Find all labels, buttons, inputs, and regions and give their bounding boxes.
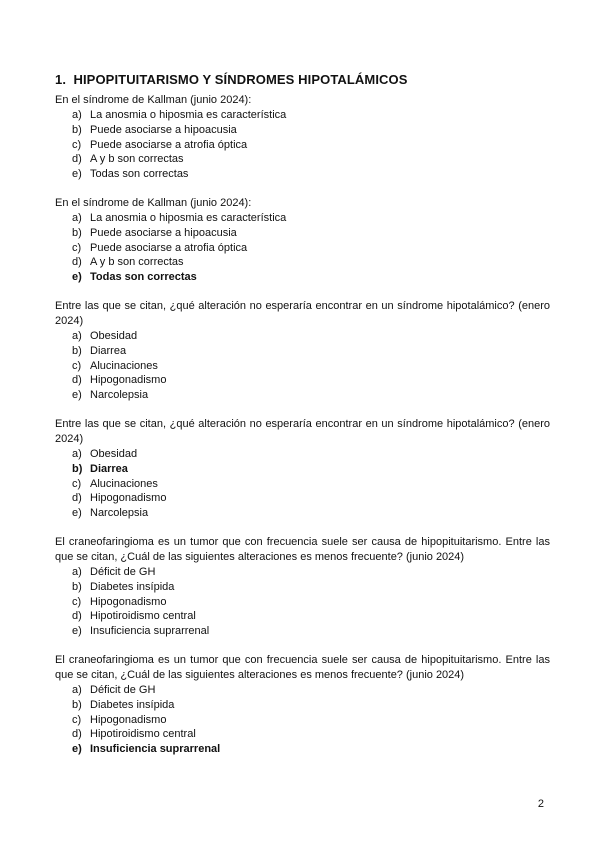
section-title xyxy=(55,72,550,87)
option-item xyxy=(55,123,550,138)
option-item xyxy=(55,609,550,624)
option-text: Puede asociarse a atrofia óptica xyxy=(90,138,248,151)
question-text: En el síndrome de Kallman (junio 2024): xyxy=(55,94,252,106)
option-letter: c) xyxy=(72,713,82,726)
question-list xyxy=(55,93,550,757)
question-text: En el síndrome de Kallman (junio 2024): xyxy=(55,196,252,209)
page-number: 2 xyxy=(537,798,544,810)
question-block xyxy=(55,653,550,757)
option-text: Hipogonadismo xyxy=(90,374,167,387)
option-text: Insuficiencia suprarrenal xyxy=(90,625,210,638)
question-text: Entre las que se citan, ¿qué alteración no esperaría encontrar en un síndrome hipotalámico? (enero 2024) xyxy=(55,417,550,445)
option-letter: a) xyxy=(72,447,82,460)
option-text: Puede asociarse a hipoacusia xyxy=(90,123,237,136)
option-text: Todas son correctas xyxy=(90,168,189,181)
option-letter: a) xyxy=(72,211,82,224)
option-item xyxy=(55,344,550,359)
option-letter: a) xyxy=(72,329,82,342)
option-text: Hipogonadismo xyxy=(90,595,167,608)
option-item xyxy=(55,373,550,388)
option-text: La anosmia o hiposmia es característica xyxy=(90,211,287,224)
option-text: Diabetes insípida xyxy=(90,580,175,593)
option-letter: c) xyxy=(72,477,82,490)
option-list xyxy=(55,447,550,521)
option-letter: e) xyxy=(72,625,82,638)
option-text: Obesidad xyxy=(90,329,138,342)
option-item xyxy=(55,624,550,639)
option-text: La anosmia o hiposmia es característica xyxy=(90,109,287,121)
option-letter: d) xyxy=(72,256,82,269)
option-item-correct xyxy=(55,462,550,477)
option-text: A y b son correctas xyxy=(90,153,184,166)
option-list xyxy=(55,108,550,182)
option-item xyxy=(55,241,550,256)
option-item xyxy=(55,211,550,226)
option-item xyxy=(55,698,550,713)
option-text: Hipotiroidismo central xyxy=(90,728,196,741)
option-letter: c) xyxy=(72,359,82,372)
option-letter: e) xyxy=(72,507,82,520)
option-letter: e) xyxy=(72,389,82,402)
option-letter: b) xyxy=(72,698,82,711)
question-block xyxy=(55,299,550,403)
option-item xyxy=(55,226,550,241)
option-text: Puede asociarse a atrofia óptica xyxy=(90,241,248,254)
option-letter: a) xyxy=(72,683,82,696)
section-title-text: HIPOPITUITARISMO Y SÍNDROMES HIPOTALÁMICOS xyxy=(73,72,408,87)
question-block xyxy=(55,535,550,639)
option-item xyxy=(55,595,550,610)
option-item xyxy=(55,255,550,270)
option-text: Alucinaciones xyxy=(90,477,158,490)
option-item xyxy=(55,565,550,580)
option-item xyxy=(55,447,550,462)
option-item xyxy=(55,727,550,742)
option-text: Hipogonadismo xyxy=(90,713,167,726)
option-letter: b) xyxy=(72,344,82,357)
option-text: Puede asociarse a hipoacusia xyxy=(90,226,237,239)
option-item xyxy=(55,108,550,123)
option-text: Diabetes insípida xyxy=(90,698,175,711)
section-number: 1. xyxy=(55,72,67,87)
option-text: Insuficiencia suprarrenal xyxy=(90,743,221,756)
question-block xyxy=(55,417,550,521)
option-letter: e) xyxy=(72,743,82,756)
option-item xyxy=(55,167,550,182)
option-list xyxy=(55,329,550,403)
option-letter: d) xyxy=(72,492,82,505)
option-item xyxy=(55,683,550,698)
option-letter: a) xyxy=(72,565,82,578)
option-letter: c) xyxy=(72,138,82,151)
option-letter: d) xyxy=(72,728,82,741)
option-text: Déficit de GH xyxy=(90,565,156,578)
option-item xyxy=(55,713,550,728)
option-item xyxy=(55,329,550,344)
option-letter: b) xyxy=(72,123,82,136)
option-letter: d) xyxy=(72,153,82,166)
option-item xyxy=(55,506,550,521)
option-text: Déficit de GH xyxy=(90,683,156,696)
document-page xyxy=(55,72,550,771)
question-block xyxy=(55,93,550,182)
option-item-correct xyxy=(55,270,550,285)
option-item xyxy=(55,580,550,595)
option-letter: b) xyxy=(72,580,82,593)
option-letter: c) xyxy=(72,241,82,254)
option-item xyxy=(55,491,550,506)
question-text: El craneofaringioma es un tumor que con frecuencia suele ser causa de hipopituitarismo. Entre las que se citan, ¿Cuál de las siguientes alteraciones es menos frecuente? (junio 2024) xyxy=(55,653,550,681)
option-item xyxy=(55,388,550,403)
option-letter: e) xyxy=(72,271,82,284)
option-list xyxy=(55,565,550,639)
option-letter: b) xyxy=(72,462,83,475)
question-text: Entre las que se citan, ¿qué alteración no esperaría encontrar en un síndrome hipotalámico? (enero 2024) xyxy=(55,299,550,327)
option-text: Hipotiroidismo central xyxy=(90,610,196,623)
option-letter: a) xyxy=(72,109,82,121)
option-text: Todas son correctas xyxy=(90,271,197,284)
option-letter: b) xyxy=(72,226,82,239)
option-text: Narcolepsia xyxy=(90,507,149,520)
question-text: El craneofaringioma es un tumor que con frecuencia suele ser causa de hipopituitarismo. Entre las que se citan, ¿Cuál de las siguientes alteraciones es menos frecuente? (junio 2024) xyxy=(55,535,550,563)
option-text: Narcolepsia xyxy=(90,389,149,402)
option-text: Hipogonadismo xyxy=(90,492,167,505)
option-text: Diarrea xyxy=(90,462,128,475)
option-item xyxy=(55,359,550,374)
option-list xyxy=(55,211,550,285)
option-letter: d) xyxy=(72,374,82,387)
option-text: Diarrea xyxy=(90,344,127,357)
option-item xyxy=(55,138,550,153)
option-text: A y b son correctas xyxy=(90,256,184,269)
option-letter: c) xyxy=(72,595,82,608)
question-block xyxy=(55,196,550,285)
option-item-correct xyxy=(55,742,550,757)
option-item xyxy=(55,477,550,492)
option-text: Alucinaciones xyxy=(90,359,158,372)
option-letter: d) xyxy=(72,610,82,623)
option-list xyxy=(55,683,550,757)
option-text: Obesidad xyxy=(90,447,138,460)
option-letter: e) xyxy=(72,168,82,181)
option-item xyxy=(55,152,550,167)
